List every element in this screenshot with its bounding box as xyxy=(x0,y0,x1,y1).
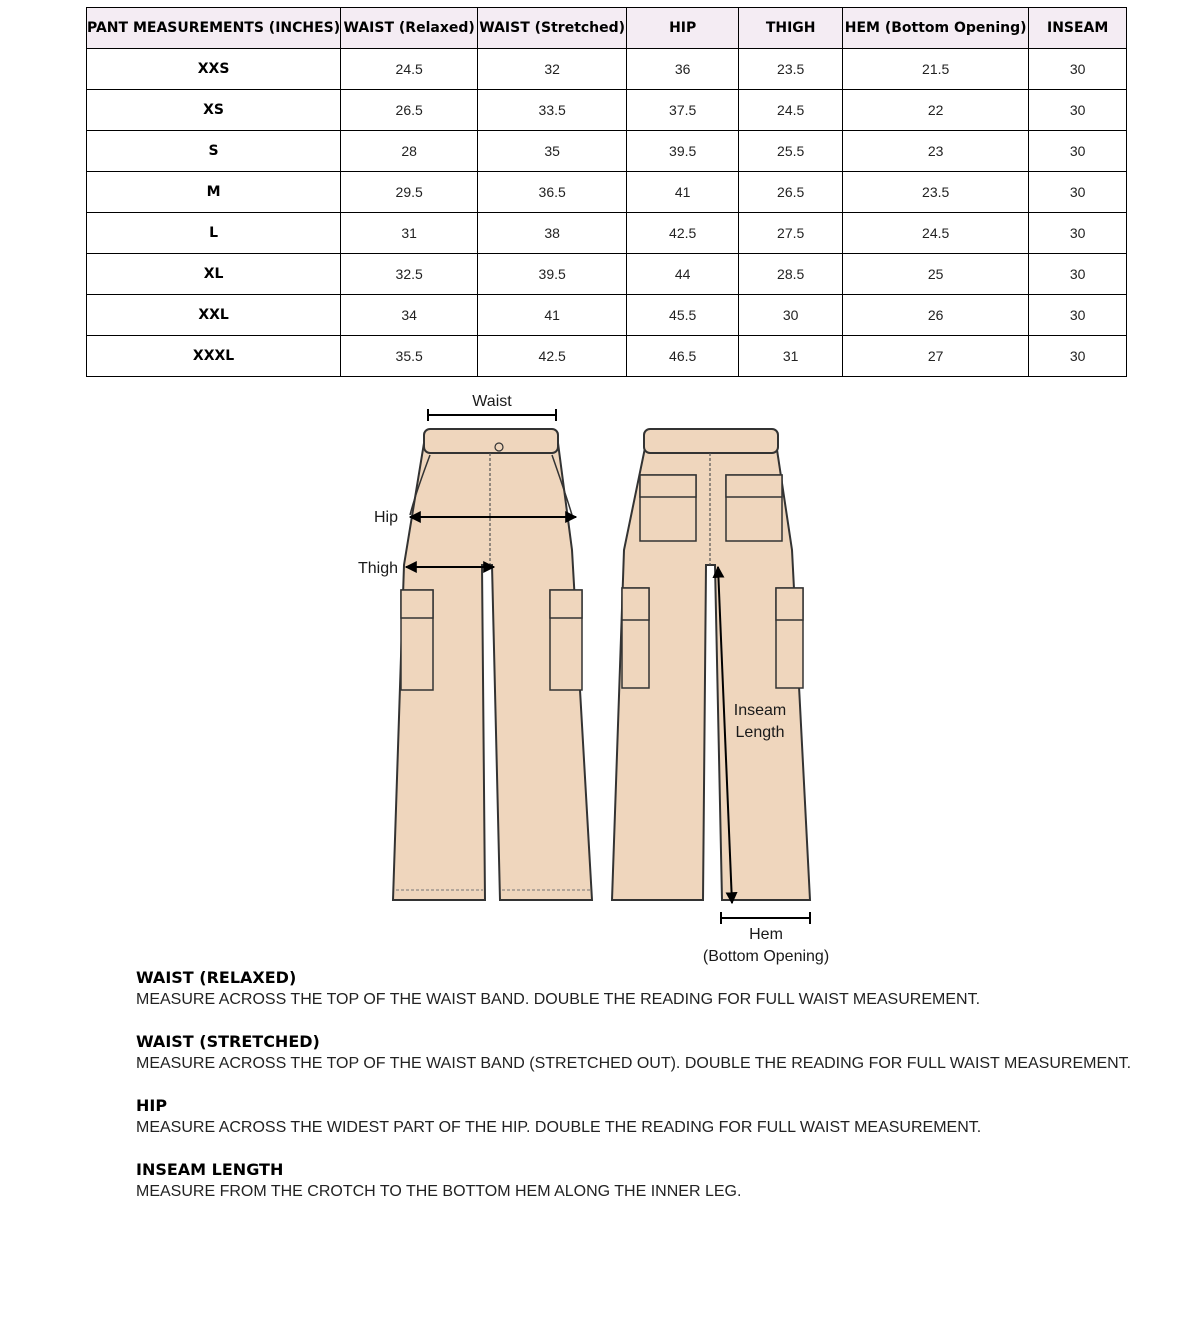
hem-cell: 24.5 xyxy=(843,213,1029,254)
inseam-cell: 30 xyxy=(1029,90,1127,131)
back-waistband xyxy=(644,429,778,453)
inseam-cell: 30 xyxy=(1029,336,1127,377)
thigh-cell: 25.5 xyxy=(739,131,843,172)
table-row xyxy=(87,295,1127,336)
hem-measure-line xyxy=(721,912,810,924)
waist-stretched-cell: 39.5 xyxy=(478,254,627,295)
guide-item-inseam xyxy=(136,1159,1136,1203)
size-cell: XL xyxy=(87,254,341,295)
pants-measurement-diagram xyxy=(340,385,860,975)
header-inseam: INSEAM xyxy=(1029,8,1127,49)
waist-stretched-cell: 35 xyxy=(478,131,627,172)
guide-title: HIP xyxy=(136,1096,168,1115)
front-pants-icon xyxy=(393,429,592,900)
waist-stretched-cell: 42.5 xyxy=(478,336,627,377)
inseam-cell: 30 xyxy=(1029,254,1127,295)
size-cell: S xyxy=(87,131,341,172)
thigh-cell: 28.5 xyxy=(739,254,843,295)
waist-relaxed-cell: 26.5 xyxy=(341,90,478,131)
table-row xyxy=(87,49,1127,90)
waist-stretched-cell: 32 xyxy=(478,49,627,90)
waist-relaxed-cell: 34 xyxy=(341,295,478,336)
hip-cell: 39.5 xyxy=(627,131,739,172)
hem-cell: 23.5 xyxy=(843,172,1029,213)
hip-cell: 41 xyxy=(627,172,739,213)
hip-cell: 42.5 xyxy=(627,213,739,254)
thigh-label: Thigh xyxy=(357,560,398,577)
table-row xyxy=(87,172,1127,213)
hem-bottom-opening-label: (Bottom Opening) xyxy=(702,948,830,965)
guide-item-waist-stretched xyxy=(136,1031,1136,1075)
size-chart-table xyxy=(86,7,1127,377)
guide-description: MEASURE FROM THE CROTCH TO THE BOTTOM HEM ALONG THE INNER LEG. xyxy=(136,1183,742,1200)
size-cell: XS xyxy=(87,90,341,131)
waist-relaxed-cell: 28 xyxy=(341,131,478,172)
hem-cell: 26 xyxy=(843,295,1029,336)
size-cell: XXL xyxy=(87,295,341,336)
inseam-cell: 30 xyxy=(1029,49,1127,90)
hip-cell: 37.5 xyxy=(627,90,739,131)
inseam-cell: 30 xyxy=(1029,213,1127,254)
size-cell: L xyxy=(87,213,341,254)
guide-item-hip xyxy=(136,1095,1136,1139)
front-waistband xyxy=(424,429,558,453)
table-row xyxy=(87,131,1127,172)
waist-relaxed-cell: 29.5 xyxy=(341,172,478,213)
table-row xyxy=(87,90,1127,131)
waist-relaxed-cell: 32.5 xyxy=(341,254,478,295)
back-pants-icon xyxy=(612,429,810,900)
hip-cell: 45.5 xyxy=(627,295,739,336)
header-thigh: THIGH xyxy=(739,8,843,49)
waist-label: Waist xyxy=(472,393,512,410)
hem-cell: 21.5 xyxy=(843,49,1029,90)
size-cell: XXXL xyxy=(87,336,341,377)
inseam-cell: 30 xyxy=(1029,172,1127,213)
hem-cell: 27 xyxy=(843,336,1029,377)
hip-label: Hip xyxy=(373,509,398,526)
thigh-cell: 24.5 xyxy=(739,90,843,131)
waist-relaxed-cell: 35.5 xyxy=(341,336,478,377)
hip-cell: 36 xyxy=(627,49,739,90)
guide-title: INSEAM LENGTH xyxy=(136,1160,284,1179)
inseam-cell: 30 xyxy=(1029,295,1127,336)
hem-label: Hem xyxy=(749,926,783,943)
waist-relaxed-cell: 31 xyxy=(341,213,478,254)
guide-title: WAIST (RELAXED) xyxy=(136,968,297,987)
inseam-cell: 30 xyxy=(1029,131,1127,172)
thigh-cell: 27.5 xyxy=(739,213,843,254)
size-cell: M xyxy=(87,172,341,213)
guide-description: MEASURE ACROSS THE TOP OF THE WAIST BAND. DOUBLE THE READING FOR FULL WAIST MEASUREMENT. xyxy=(136,991,981,1008)
table-row xyxy=(87,213,1127,254)
waist-relaxed-cell: 24.5 xyxy=(341,49,478,90)
thigh-cell: 23.5 xyxy=(739,49,843,90)
guide-title: WAIST (STRETCHED) xyxy=(136,1032,320,1051)
guide-item-waist-relaxed xyxy=(136,967,1136,1011)
waist-stretched-cell: 41 xyxy=(478,295,627,336)
hem-cell: 22 xyxy=(843,90,1029,131)
header-waist-relaxed: WAIST (Relaxed) xyxy=(341,8,478,49)
guide-description: MEASURE ACROSS THE WIDEST PART OF THE HIP. DOUBLE THE READING FOR FULL WAIST MEASUREMENT. xyxy=(136,1119,982,1136)
guide-description: MEASURE ACROSS THE TOP OF THE WAIST BAND (STRETCHED OUT). DOUBLE THE READING FOR FULL WAIST MEASUREMENT. xyxy=(136,1055,1132,1072)
waist-stretched-cell: 38 xyxy=(478,213,627,254)
header-size: PANT MEASUREMENTS (INCHES) xyxy=(87,8,341,49)
hem-cell: 23 xyxy=(843,131,1029,172)
table-header-row xyxy=(87,8,1127,49)
header-waist-stretched: WAIST (Stretched) xyxy=(478,8,627,49)
hip-cell: 46.5 xyxy=(627,336,739,377)
inseam-length-label: Length xyxy=(735,724,785,741)
hem-cell: 25 xyxy=(843,254,1029,295)
thigh-cell: 26.5 xyxy=(739,172,843,213)
waist-stretched-cell: 33.5 xyxy=(478,90,627,131)
measurement-guide xyxy=(136,967,1136,1223)
thigh-cell: 31 xyxy=(739,336,843,377)
header-hip: HIP xyxy=(627,8,739,49)
thigh-cell: 30 xyxy=(739,295,843,336)
hip-cell: 44 xyxy=(627,254,739,295)
inseam-label: Inseam xyxy=(733,702,787,719)
table-row xyxy=(87,336,1127,377)
waist-stretched-cell: 36.5 xyxy=(478,172,627,213)
table-row xyxy=(87,254,1127,295)
header-hem: HEM (Bottom Opening) xyxy=(843,8,1029,49)
waist-measure-line xyxy=(428,409,556,421)
size-cell: XXS xyxy=(87,49,341,90)
button-icon xyxy=(495,443,503,451)
